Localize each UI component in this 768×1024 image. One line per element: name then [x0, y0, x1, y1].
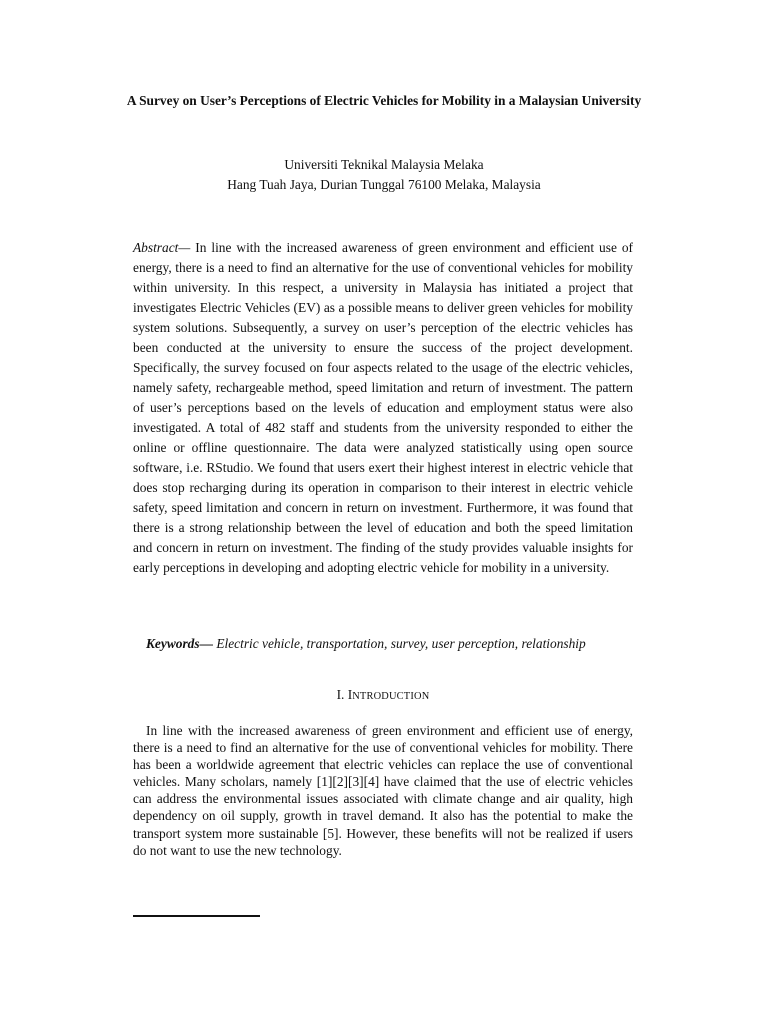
- affiliation-address: Hang Tuah Jaya, Durian Tunggal 76100 Melaka, Malaysia: [227, 177, 541, 192]
- keywords-text: Electric vehicle, transportation, survey, user perception, relationship: [212, 636, 586, 651]
- keywords: [133, 634, 633, 653]
- section-heading-introduction: [133, 686, 633, 706]
- footnote-separator: [133, 915, 260, 917]
- section-title-rest: NTRODUCTION: [352, 691, 430, 702]
- abstract-text: In line with the increased awareness of green environment and efficient use of energy, there is a need to find an alternative for the use of conventional vehicles for mobility within university. In this respect, a university in Malaysia has initiated a project that investigates Electric Vehicles (EV) as a possible means to deliver green vehicles for mobility system solutions. Subsequently, a survey on user’s perception of the electric vehicles has been conducted at the university to ensure the success of the project development. Specifically, the survey focused on four aspects related to the usage of the electric vehicles, namely safety, rechargeable method, speed limitation and return of investment. The pattern of user’s perceptions based on the levels of education and employment status were also investigated. A total of 482 staff and students from the university responded to either the online or offline questionnaire. The data were analyzed statistically using open source software, i.e. RStudio. We found that users exert their highest interest in electric vehicle that does stop recharging during its operation in comparison to their interest in electric vehicle safety, speed limitation and concern in return on investment. Furthermore, it was found that there is a strong relationship between the level of education and both the speed limitation and concern in return on investment. The finding of the study provides valuable insights for early perceptions in developing and adopting electric vehicle for mobility in a university.: [133, 240, 633, 575]
- section-number: I.: [336, 687, 348, 702]
- abstract-label: Abstract—: [133, 240, 191, 255]
- affiliation-institution: Universiti Teknikal Malaysia Melaka: [284, 157, 484, 172]
- paper-title: A Survey on User’s Perceptions of Electric Vehicles for Mobility in a Malaysian University: [126, 93, 642, 108]
- keywords-label: Keywords—: [146, 636, 213, 651]
- introduction-paragraph: In line with the increased awareness of green environment and efficient use of energy, there is a need to find an alternative for the use of conventional vehicles for mobility. There has been a worldwide agreement that electric vehicles can replace the use of conventional vehicles. Many scholars, namely [1][2][3][4] have claimed that the use of electric vehicles can address the environmental issues associated with climate change and air quality, high dependency on oil supply, growth in travel demand. It also has the potential to make the transport system more sustainable [5]. However, these benefits will not be realized if users do not want to use the new technology.: [133, 723, 633, 858]
- section-title-initial: I: [347, 687, 353, 702]
- abstract: [133, 238, 633, 578]
